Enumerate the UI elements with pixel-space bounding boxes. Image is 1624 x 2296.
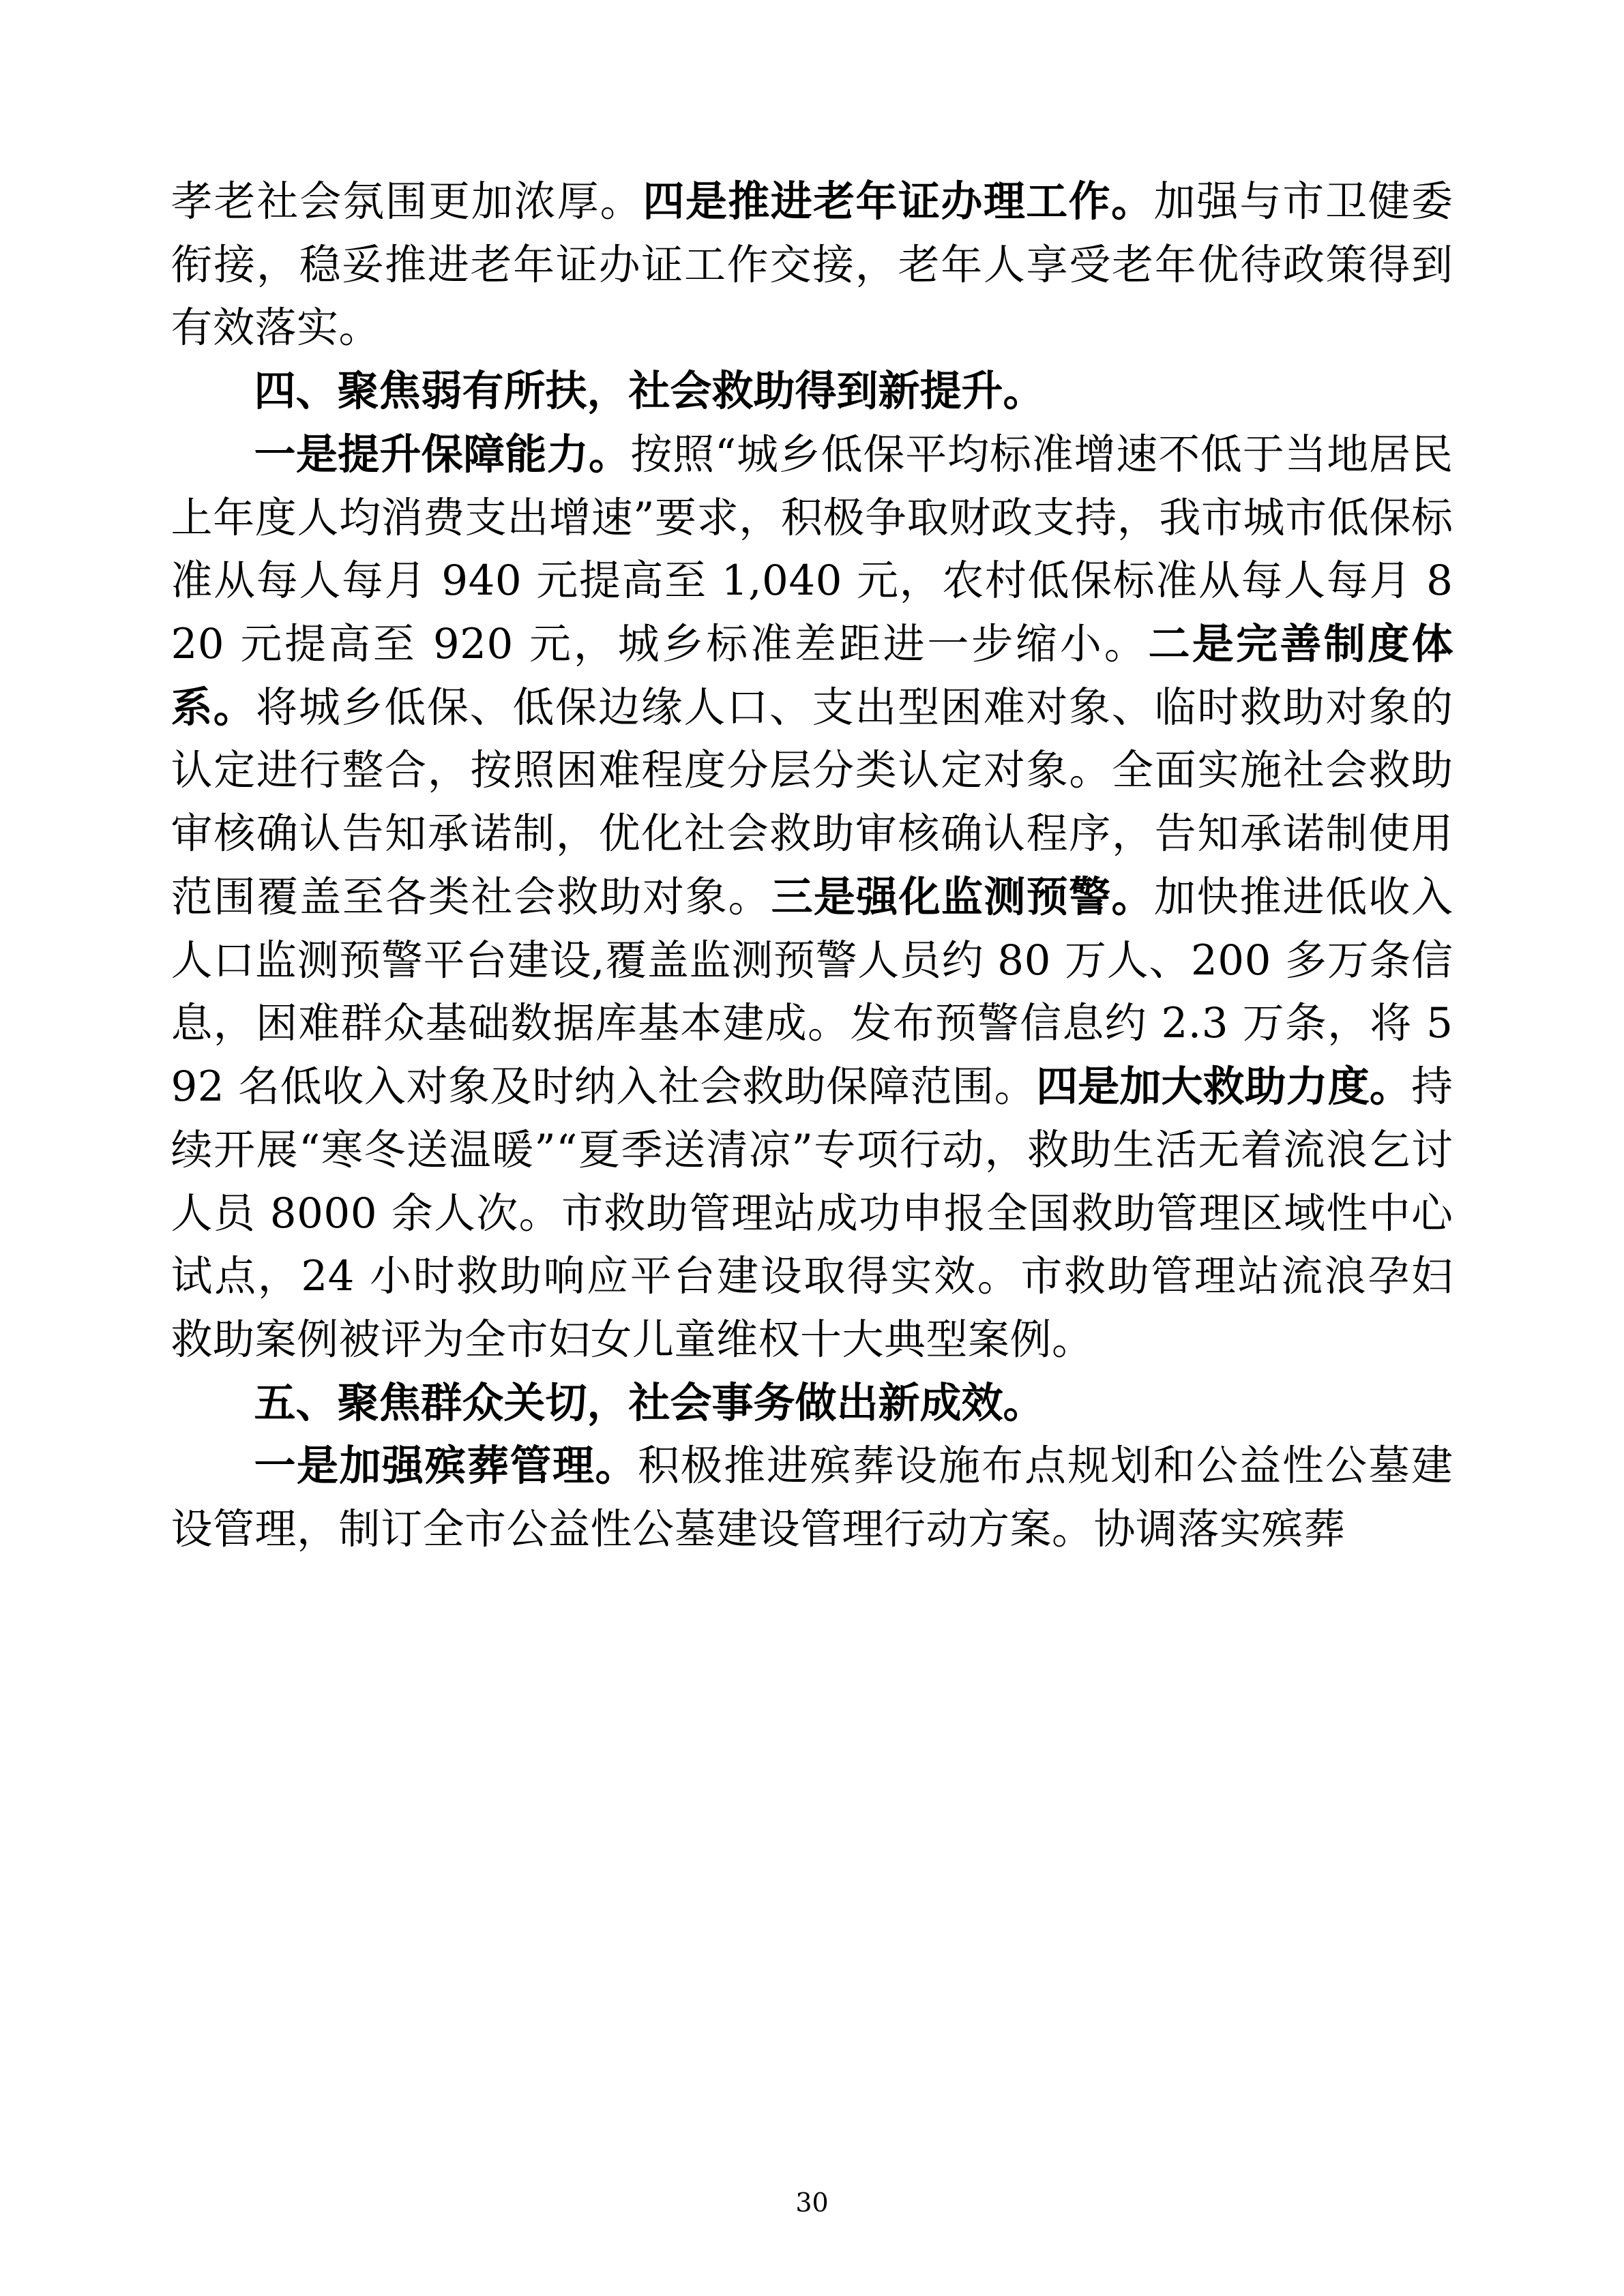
- emphasis-run: 一是加强殡葬管理。: [254, 1442, 638, 1491]
- text-run: 积极推进殡葬设施布点规划和公益性公墓建设管理，制订全市公益性公墓建设管理行动方案。协调落实殡葬: [171, 1442, 1453, 1554]
- document-body: [171, 170, 1453, 1562]
- paragraph: [171, 360, 1453, 423]
- paragraph: [171, 423, 1453, 1372]
- text-run: 加强与市卫健委衔接，稳妥推进老年证办证工作交接，老年人享受老年优待政策得到有效落实。: [171, 177, 1453, 353]
- emphasis-run: 三是强化监测预警。: [771, 872, 1154, 921]
- text-run: 将城乡低保、低保边缘人口、支出型困难对象、临时救助对象的认定进行整合，按照困难程度分层分类认定对象。全面实施社会救助审核确认告知承诺制，优化社会救助审核确认程序，告知承诺制使用范围覆盖至各类社会救助对象。: [171, 683, 1453, 921]
- text-run: 孝老社会氛围更加浓厚。: [171, 177, 643, 226]
- paragraph: [171, 170, 1453, 360]
- emphasis-run: 五、聚焦群众关切，社会事务做出新成效。: [254, 1378, 1045, 1427]
- emphasis-run: 二是完善制度体系。: [171, 620, 1453, 732]
- paragraph: [171, 1372, 1453, 1435]
- text-run: 持续开展“寒冬送温暖”“夏季送清凉”专项行动，救助生活无着流浪乞讨人员 8000 余人次。市救助管理站成功申报全国救助管理区域性中心试点，24 小时救助响应平台建设取得实效。市救助管理站流浪孕妇救助案例被评为全市妇女儿童维权十大典型案例。: [171, 1062, 1453, 1364]
- page-number: 30: [795, 2188, 829, 2218]
- paragraph: [171, 1435, 1453, 1561]
- emphasis-run: 四是推进老年证办理工作。: [643, 177, 1154, 226]
- emphasis-run: 四是加大救助力度。: [1036, 1062, 1411, 1112]
- text-run: 按照“城乡低保平均标准增速不低于当地居民上年度人均消费支出增速”要求，积极争取财政支持，我市城市低保标准从每人每月 940 元提高至 1,040 元，农村低保标准从每人每月 820 元提高至 920 元，城乡标准差距进一步缩小。: [171, 430, 1453, 669]
- emphasis-run: 一是提升保障能力。: [254, 430, 631, 479]
- emphasis-run: 四、聚焦弱有所扶，社会救助得到新提升。: [254, 367, 1045, 416]
- text-run: 加快推进低收入人口监测预警平台建设,覆盖监测预警人员约 80 万人、200 多万条信息，困难群众基础数据库基本建成。发布预警信息约 2.3 万条，将 592 名低收入对象及时纳入社会救助保障范围。: [171, 872, 1453, 1112]
